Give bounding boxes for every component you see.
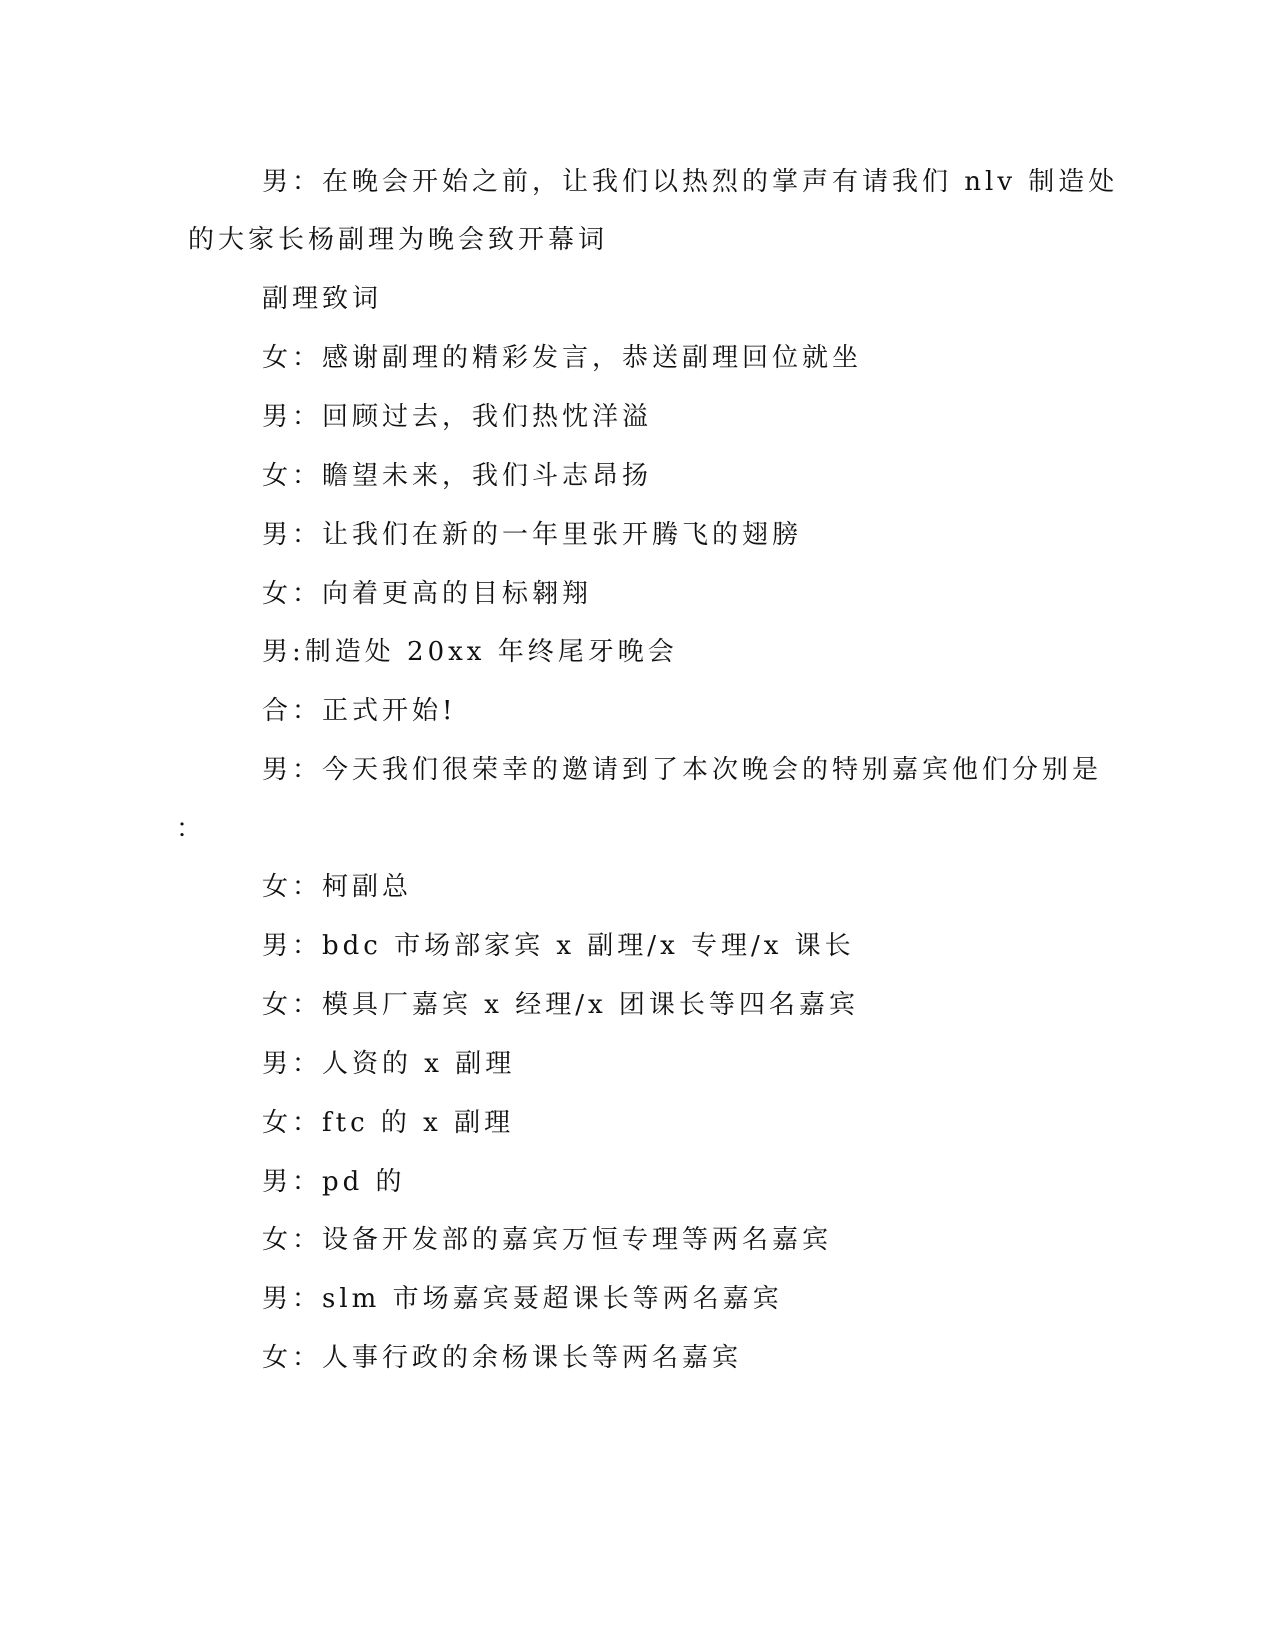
paragraph-line: 女：柯副总 (262, 872, 413, 902)
paragraph-line: 合：正式开始! (262, 696, 457, 726)
paragraph-line: 男：人资的 x 副理 (262, 1049, 516, 1079)
paragraph-line: 男：bdc 市场部家宾 x 副理/x 专理/x 课长 (262, 931, 855, 961)
paragraph-line: 男：在晚会开始之前，让我们以热烈的掌声有请我们 nlv 制造处 (262, 167, 1119, 197)
paragraph-line: 男：slm 市场嘉宾聂超课长等两名嘉宾 (262, 1284, 783, 1314)
paragraph-line: 女：感谢副理的精彩发言，恭送副理回位就坐 (262, 343, 863, 373)
paragraph-line: 女：模具厂嘉宾 x 经理/x 团课长等四名嘉宾 (262, 990, 859, 1020)
paragraph-line: 女：人事行政的余杨课长等两名嘉宾 (262, 1343, 743, 1373)
paragraph-line: 的大家长杨副理为晚会致开幕词 (188, 225, 609, 255)
paragraph-line: 女：瞻望未来，我们斗志昂扬 (262, 461, 653, 491)
paragraph-line: 男：让我们在新的一年里张开腾飞的翅膀 (262, 520, 803, 550)
paragraph-line: 男：pd 的 (262, 1167, 406, 1197)
paragraph-line: 女：设备开发部的嘉宾万恒专理等两名嘉宾 (262, 1225, 833, 1255)
paragraph-line: 女：ftc 的 x 副理 (262, 1108, 515, 1138)
paragraph-line: 男：回顾过去，我们热忱洋溢 (262, 402, 653, 432)
paragraph-line: ： (176, 814, 207, 844)
paragraph-line: 副理致词 (262, 284, 383, 314)
paragraph-line: 男：今天我们很荣幸的邀请到了本次晚会的特别嘉宾他们分别是 (262, 755, 1103, 785)
paragraph-line: 女：向着更高的目标翱翔 (262, 579, 593, 609)
paragraph-line: 男:制造处 20xx 年终尾牙晚会 (262, 637, 678, 667)
